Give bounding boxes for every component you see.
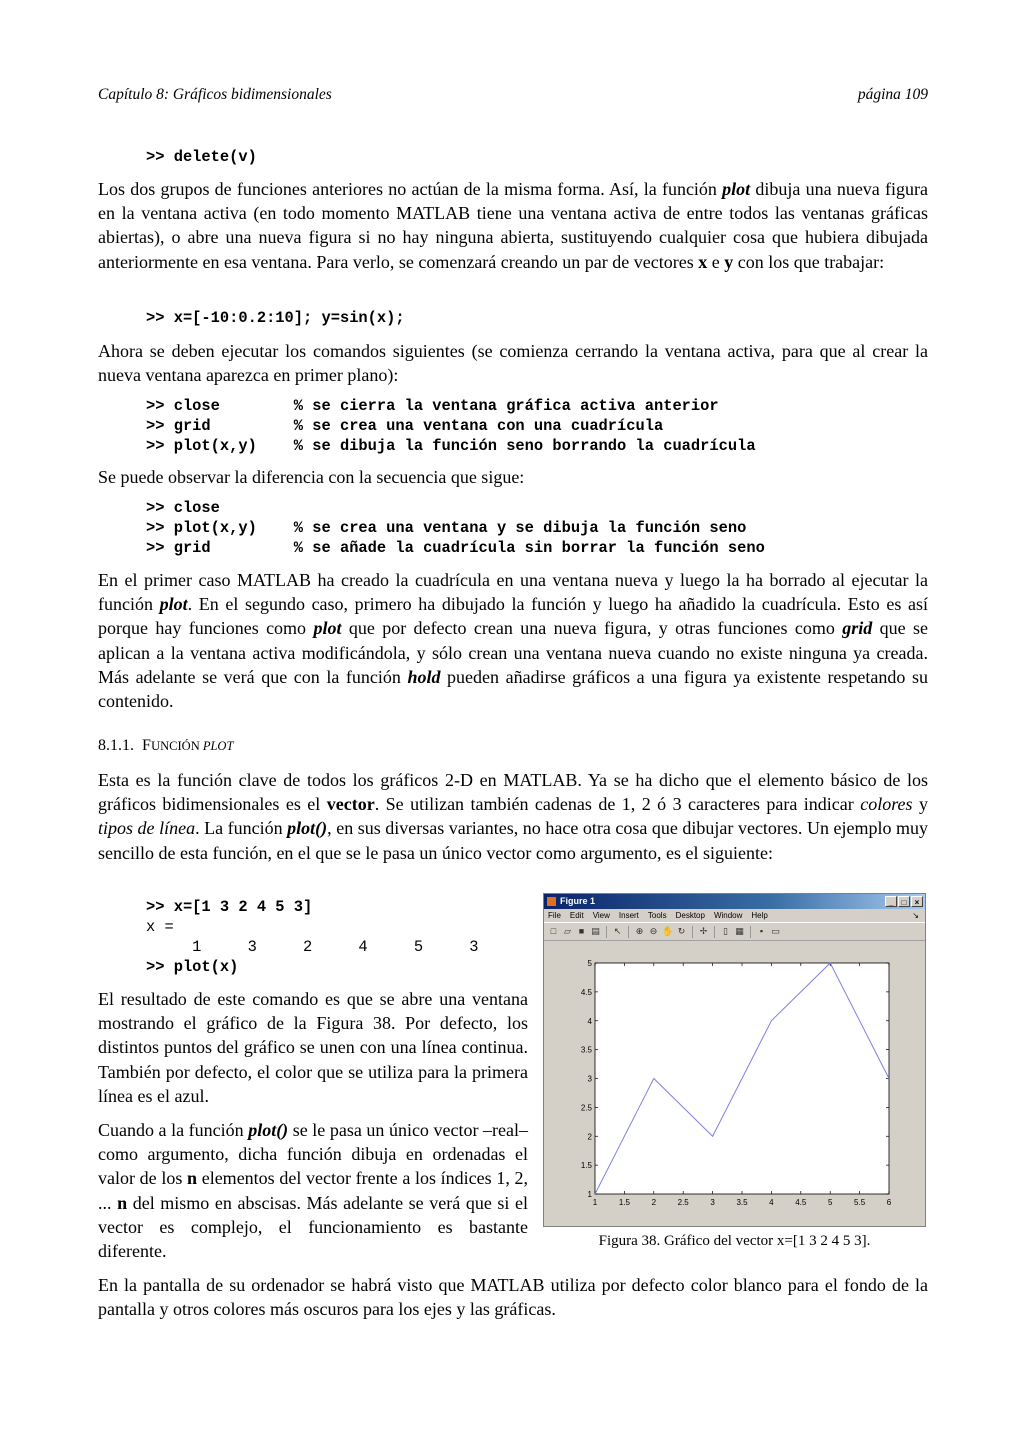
minimize-icon[interactable]: _ <box>885 896 897 907</box>
x-tick-label: 5.5 <box>854 1198 866 1207</box>
figure-menubar <box>544 909 925 922</box>
code-line: >> x=[1 3 2 4 5 3] <box>146 898 313 916</box>
show-plot-tools-icon[interactable]: ▭ <box>771 926 780 936</box>
paragraph-colors: En la pantalla de su ordenador se habrá visto que MATLAB utiliza por defecto color blanco para el fondo de la pantalla y otros colores más oscuros para los ejes y las gráficas. <box>98 1275 928 1320</box>
text-run: En el primer caso MATLAB ha creado la cuadrícula en una ventana nueva y luego la ha borrado al ejecutar la función <box>98 570 928 615</box>
x-tick-label: 3 <box>710 1198 715 1207</box>
legend-icon[interactable]: ▦ <box>735 926 744 936</box>
y-tick-label: 1.5 <box>580 1161 592 1171</box>
figure-title: Figure 1 <box>560 896 596 906</box>
x-tick-label: 2.5 <box>677 1198 689 1207</box>
section-number: 8.1.1. <box>98 737 134 754</box>
new-figure-icon[interactable]: □ <box>550 926 557 936</box>
x-tick-label: 4.5 <box>795 1198 807 1207</box>
x-tick-label: 6 <box>886 1198 892 1207</box>
figure-caption: Figura 38. Gráfico del vector x=[1 3 2 4 5 3]. <box>598 1233 871 1249</box>
x-tick-label: 1 <box>592 1198 598 1207</box>
menu-desktop[interactable]: Desktop <box>675 911 705 920</box>
section-title-rest: UNCIÓN <box>151 739 203 753</box>
text-run: Cuando a la función <box>98 1120 249 1140</box>
keyword-colores: colores <box>860 794 913 815</box>
menu-view[interactable]: View <box>592 911 610 920</box>
section-heading <box>98 737 233 755</box>
code-line: >> delete(v) <box>146 148 257 166</box>
y-tick-label: 4 <box>587 1016 592 1026</box>
figure-toolbar <box>544 922 925 941</box>
text-run: con los que trabajar: <box>733 251 885 272</box>
edit-plot-arrow-icon[interactable]: ↖ <box>613 926 622 936</box>
keyword-plot: plot <box>159 594 188 615</box>
y-tick-label: 1 <box>587 1190 592 1199</box>
text-run: y <box>912 794 929 815</box>
header-page-number: página 109 <box>857 86 928 103</box>
keyword-plot-fn: plot() <box>287 818 328 839</box>
x-tick-label: 4 <box>769 1198 774 1207</box>
paragraph-difference: Se puede observar la diferencia con la secuencia que sigue: <box>98 467 525 487</box>
y-tick-label: 2.5 <box>580 1103 592 1113</box>
text-run: dibuja una nueva figura en la ventana activa (en todo momento MATLAB tiene una ventana activa de entre todos las ventanas gráficas abiertas), o abre una nueva figura si no hay ninguna abierta, sustituyendo cualquier cosa que hubiera dibujada anteriormente en esa ventana. Para verlo, se comenzará creando un par de vectores <box>98 179 928 272</box>
text-run: Esta es la función clave de todos los gráficos 2-D en MATLAB. Ya se ha dicho que el elemento básico de los gráficos bidimensionales es el <box>98 770 928 815</box>
y-tick-label: 5 <box>587 959 592 968</box>
toolbar-separator <box>692 926 693 938</box>
text-run: pueden añadirse gráficos a una figura ya existente respetando su contenido. <box>98 666 928 712</box>
menu-window[interactable]: Window <box>713 911 743 920</box>
maximize-icon[interactable]: □ <box>898 896 910 907</box>
menu-edit[interactable]: Edit <box>569 911 584 920</box>
paragraph-explanation <box>98 568 928 713</box>
menu-help[interactable]: Help <box>751 911 768 920</box>
save-icon[interactable]: ■ <box>578 926 585 936</box>
rotate-3d-icon[interactable]: ↻ <box>677 926 686 936</box>
x-tick-label: 5 <box>827 1198 833 1207</box>
text-run: que por defecto crean una nueva figura, y otras funciones como <box>341 618 843 639</box>
pan-hand-icon[interactable]: ✋ <box>662 926 674 936</box>
code-block-vectors <box>146 308 405 328</box>
code-block-close-plot-grid <box>146 498 765 558</box>
header-chapter: Capítulo 8: Gráficos bidimensionales <box>98 86 332 103</box>
paragraph-intro <box>98 177 928 274</box>
code-line: >> x=[-10:0.2:10]; y=sin(x); <box>146 309 405 327</box>
keyword-y: y <box>724 251 734 272</box>
x-tick-label: 1.5 <box>618 1198 630 1207</box>
zoom-in-icon[interactable]: ⊕ <box>635 926 644 936</box>
toolbar-separator <box>750 926 751 938</box>
y-tick-label: 3.5 <box>580 1045 592 1055</box>
y-tick-label: 3 <box>587 1074 592 1084</box>
paragraph-single-vector <box>98 1118 528 1263</box>
keyword-plot-fn: plot() <box>248 1120 289 1140</box>
y-tick-label: 4.5 <box>580 987 592 997</box>
paragraph-commands: Ahora se deben ejecutar los comandos siguientes (se comienza cerrando la ventana activa, para que al crear la nueva ventana aparezca en primer plano): <box>98 341 928 386</box>
keyword-x: x <box>698 251 708 272</box>
code-line: >> close % se cierra la ventana gráfica activa anterior <box>146 397 719 415</box>
code-line: >> plot(x) <box>146 958 239 976</box>
code-line: x = <box>146 918 174 936</box>
keyword-plot: plot <box>313 618 342 639</box>
text-run: se le pasa un único vector –real– como argumento, dicha función dibuja en ordenadas el valor de los <box>98 1120 528 1189</box>
print-icon[interactable]: ▤ <box>591 926 600 936</box>
text-run: . Se utilizan también cadenas de 1, 2 ó 3 caracteres para indicar <box>374 794 861 815</box>
paragraph-result: El resultado de este comando es que se abre una ventana mostrando el gráfico de la Figura 38. Por defecto, los distintos puntos del gráfico se unen con una línea continua. También por defecto, el color que se utiliza para la primera línea es el azul. <box>98 989 528 1106</box>
close-icon[interactable]: × <box>911 896 923 907</box>
code-block-close-grid-plot <box>146 396 756 456</box>
menu-insert[interactable]: Insert <box>618 911 639 920</box>
keyword-n: n <box>187 1168 198 1189</box>
code-block-vector-example <box>146 897 479 977</box>
keyword-n: n <box>117 1192 128 1213</box>
text-run: elementos del vector frente a los índices 1, 2, ... <box>98 1168 529 1213</box>
keyword-grid: grid <box>842 618 873 639</box>
text-run: del mismo en abscisas. Más adelante se verá que si el vector es complejo, el funcionamiento es bastante diferente. <box>98 1192 528 1262</box>
code-line: >> plot(x,y) % se crea una ventana y se dibuja la función seno <box>146 519 747 537</box>
code-line: >> close <box>146 499 220 517</box>
keyword-hold: hold <box>407 666 441 687</box>
keyword-plot: plot <box>722 179 751 199</box>
menu-arrow-icon[interactable]: ↘ <box>912 911 919 920</box>
text-run: , en sus diversas variantes, no hace otra cosa que dibujar vectores. Un ejemplo muy sencillo de esta función, en el que se le pasa un único vector como argumento, es el siguiente: <box>98 818 929 863</box>
code-line: >> grid % se añade la cuadrícula sin borrar la función seno <box>146 539 765 557</box>
figure-titlebar[interactable] <box>544 894 925 909</box>
text-run: e <box>707 251 725 272</box>
data-cursor-icon[interactable]: ✢ <box>699 926 708 936</box>
toolbar-separator <box>628 926 629 938</box>
code-line: 1 3 2 4 5 3 <box>146 938 479 956</box>
section-title-plot: PLOT <box>202 739 234 753</box>
page-header <box>98 86 928 104</box>
open-file-icon[interactable]: ▱ <box>564 926 571 936</box>
x-tick-label: 3.5 <box>736 1198 748 1207</box>
hide-plot-tools-icon[interactable]: ▪ <box>759 926 764 936</box>
text-run: . En el segundo caso, primero ha dibujado la función y luego ha añadido la cuadrícula. Esto es así porque hay funciones como <box>98 594 929 639</box>
zoom-out-icon[interactable]: ⊖ <box>649 926 658 936</box>
code-line: >> grid % se crea una ventana con una cuadrícula <box>146 417 664 435</box>
text-run: Los dos grupos de funciones anteriores no actúan de la misma forma. Así, la función <box>98 179 723 199</box>
colorbar-icon[interactable]: ▯ <box>723 926 728 936</box>
toolbar-separator <box>606 926 607 938</box>
code-block-delete <box>146 147 257 167</box>
y-tick-label: 2 <box>587 1132 592 1142</box>
paragraph-plot-function <box>98 768 928 865</box>
x-tick-label: 2 <box>651 1198 657 1207</box>
matlab-figure-window <box>543 893 926 1227</box>
matlab-logo-icon <box>547 897 556 906</box>
text-run: que se aplican a la ventana activa modificándola, y sólo crean una ventana nueva cuando no existe ninguna ya creada. Más adelante se verá que con la función <box>98 618 928 687</box>
menu-file[interactable]: File <box>548 911 561 920</box>
text-run: . La función <box>195 818 288 839</box>
section-title-initial: F <box>142 737 152 754</box>
keyword-tipos-linea: tipos de línea <box>98 818 196 839</box>
toolbar-separator <box>714 926 715 938</box>
code-line: >> plot(x,y) % se dibuja la función seno borrando la cuadrícula <box>146 437 756 455</box>
plot-area <box>544 940 925 1226</box>
keyword-vector: vector <box>326 794 375 815</box>
menu-tools[interactable]: Tools <box>647 911 667 920</box>
